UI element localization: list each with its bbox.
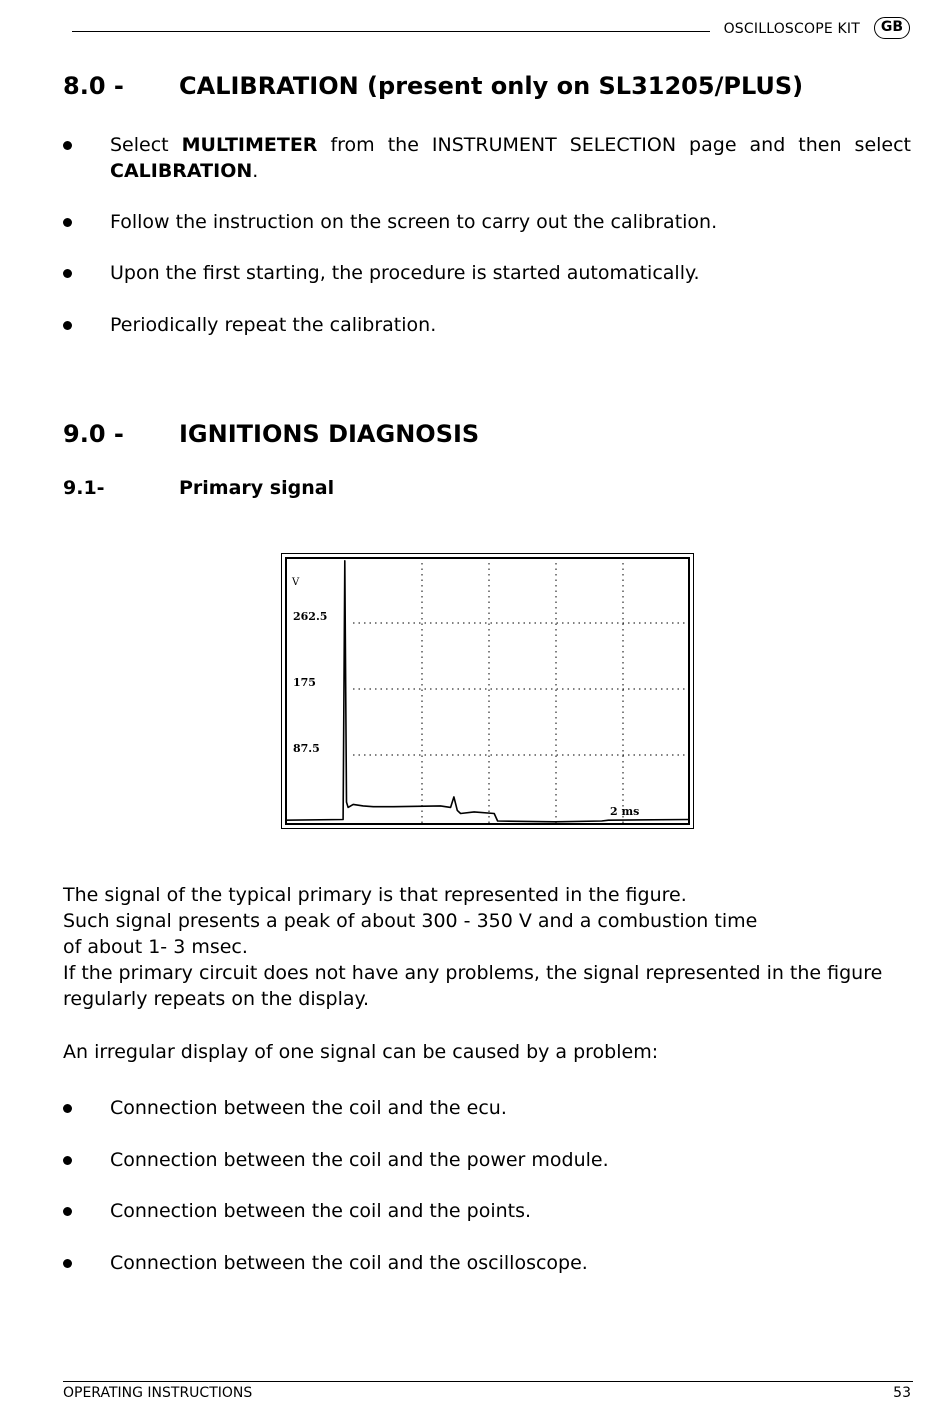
- bullet-text: Connection between the coil and the points.: [110, 1200, 532, 1222]
- paragraph: of about 1- 3 msec.: [63, 936, 248, 958]
- section-8-title: CALIBRATION (present only on SL31205/PLUS): [179, 72, 804, 100]
- section-9-1-title: Primary signal: [179, 477, 335, 499]
- footer-rule: [63, 1381, 913, 1382]
- language-badge: GB: [874, 17, 910, 39]
- bullet-text: from the INSTRUMENT SELECTION page and then select: [317, 134, 911, 156]
- paragraph: If the primary circuit does not have any problems, the signal represented in the figure: [63, 962, 883, 984]
- paragraph: Such signal presents a peak of about 300 - 350 V and a combustion time: [63, 910, 758, 932]
- page-header: [72, 8, 910, 36]
- bullet-icon: [63, 141, 72, 150]
- bullet-text: .: [252, 160, 259, 182]
- bullet-text: Connection between the coil and the ecu.: [110, 1097, 507, 1119]
- bullet-text: Connection between the coil and the power module.: [110, 1149, 609, 1171]
- bullet-icon: [63, 218, 72, 227]
- bullet-icon: [63, 1156, 72, 1165]
- bullet-text: Connection between the coil and the oscilloscope.: [110, 1252, 588, 1274]
- section-9-number: 9.0 -: [63, 420, 124, 448]
- list-item: [63, 260, 911, 286]
- list-item: [63, 209, 911, 235]
- section-9-1-number: 9.1-: [63, 477, 105, 499]
- y-tick-label: 262.5: [293, 610, 328, 623]
- bullet-text: Periodically repeat the calibration.: [110, 314, 437, 336]
- bullet-bold-text: CALIBRATION: [110, 160, 253, 182]
- list-item: [63, 1250, 911, 1276]
- bullet-icon: [63, 1104, 72, 1113]
- footer-title: OPERATING INSTRUCTIONS: [63, 1385, 253, 1401]
- bullet-text: Upon the first starting, the procedure is started automatically.: [110, 262, 700, 284]
- bullet-icon: [63, 269, 72, 278]
- bullet-text: Select: [110, 134, 182, 156]
- list-item: [63, 132, 911, 184]
- list-item: [63, 1147, 911, 1173]
- section-8-number: 8.0 -: [63, 72, 124, 100]
- y-axis-label: V: [292, 577, 300, 588]
- section-9-1-heading: [63, 477, 334, 499]
- oscilloscope-chart: [281, 553, 694, 829]
- bullet-icon: [63, 321, 72, 330]
- y-tick-label: 87.5: [293, 742, 320, 755]
- section-9-heading: [63, 420, 479, 448]
- header-title: OSCILLOSCOPE KIT: [723, 21, 860, 37]
- section-8-heading: [63, 72, 803, 100]
- paragraph: An irregular display of one signal can be caused by a problem:: [63, 1041, 659, 1063]
- bullet-icon: [63, 1259, 72, 1268]
- list-item: [63, 1095, 911, 1121]
- bullet-bold-text: MULTIMETER: [181, 134, 318, 156]
- header-rule: [72, 31, 710, 32]
- y-tick-label: 175: [293, 676, 316, 689]
- timebase-label: 2 ms: [610, 805, 640, 818]
- list-item: [63, 312, 911, 338]
- paragraph: regularly repeats on the display.: [63, 988, 370, 1010]
- bullet-icon: [63, 1207, 72, 1216]
- paragraph: The signal of the typical primary is that represented in the figure.: [63, 884, 687, 906]
- section-9-title: IGNITIONS DIAGNOSIS: [179, 420, 480, 448]
- bullet-text: Follow the instruction on the screen to carry out the calibration.: [110, 211, 718, 233]
- list-item: [63, 1198, 911, 1224]
- page-number: 53: [893, 1385, 911, 1401]
